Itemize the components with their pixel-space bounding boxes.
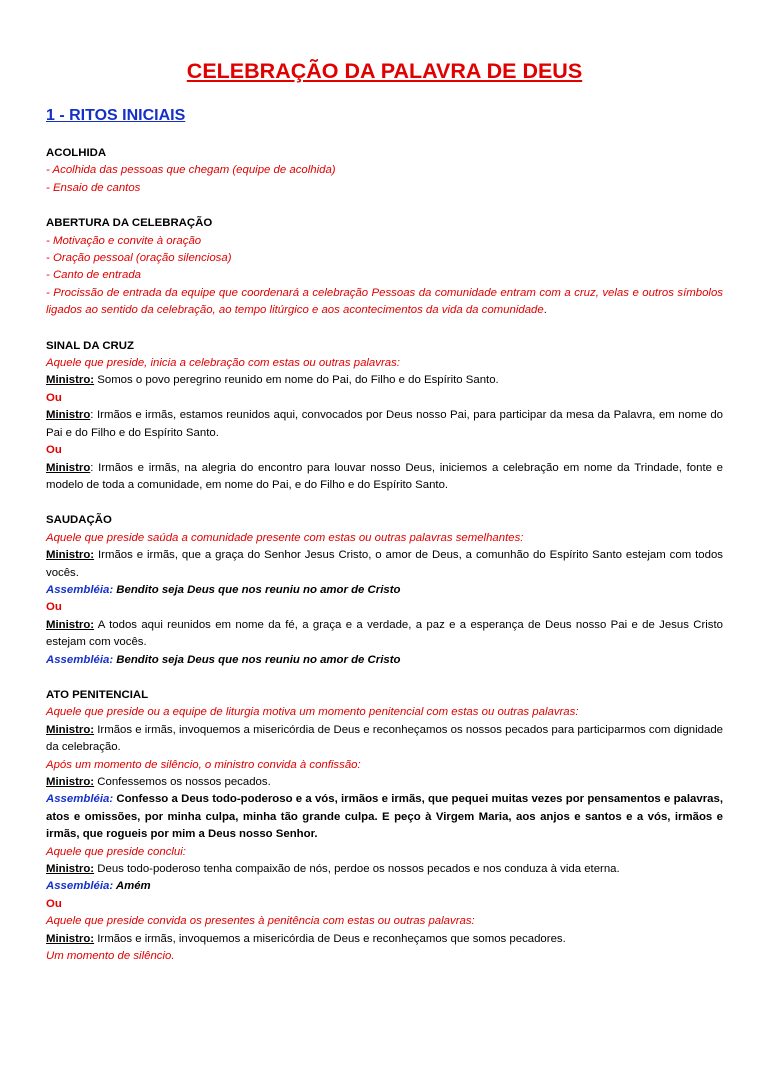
abertura-item: - Canto de entrada xyxy=(46,269,141,282)
assembleia-line xyxy=(46,652,723,669)
ministro-text: Irmãos e irmãs, invoquemos a misericórdia de Deus e reconheçamos os nossos pecados para participarmos com dignidade da celebração. xyxy=(46,723,723,754)
saudacao-heading: SAUDAÇÃO xyxy=(46,514,112,527)
ato-instruction: Aquele que preside ou a equipe de liturgia motiva um momento penitencial com estas ou outras palavras: xyxy=(46,706,579,719)
ministro-line xyxy=(46,617,723,652)
sinal-heading: SINAL DA CRUZ xyxy=(46,339,134,352)
abertura-block xyxy=(46,215,723,319)
abertura-item: - Motivação e convite à oração xyxy=(46,234,202,247)
acolhida-block xyxy=(46,145,723,197)
saudacao-block xyxy=(46,512,723,669)
ato-instruction: Aquele que preside convida os presentes à penitência com estas ou outras palavras: xyxy=(46,915,475,928)
ministro-text: Somos o povo peregrino reunido em nome do Pai, do Filho e do Espírito Santo. xyxy=(94,374,499,387)
acolhida-item: - Ensaio de cantos xyxy=(46,181,141,194)
ministro-text: A todos aqui reunidos em nome da fé, a graça e a verdade, a paz e a esperança de Deus nosso Pai e de Jesus Cristo estejam com vocês. xyxy=(46,618,723,649)
assembleia-label: Assembléia: xyxy=(46,583,114,596)
ministro-line xyxy=(46,460,723,495)
assembleia-text: Confesso a Deus todo-poderoso e a vós, irmãos e irmãs, que pequei muitas vezes por pensamentos e palavras, atos e omissões, por minha culpa, minha tão grande culpa. E peço à Virgem Maria, aos anjos e santos e a vós, irmãos e irmãs, que rogueis por mim a Deus nosso Senhor. xyxy=(46,793,723,841)
ministro-label: Ministro: xyxy=(46,863,95,876)
ministro-colon: : xyxy=(90,409,94,422)
assembleia-line xyxy=(46,582,723,599)
assembleia-label: Assembléia: xyxy=(46,653,114,666)
assembleia-label: Assembléia: xyxy=(46,793,114,806)
ministro-line xyxy=(46,722,723,757)
assembleia-text: Bendito seja Deus que nos reuniu no amor de Cristo xyxy=(113,583,401,596)
ministro-label: Ministro xyxy=(46,461,91,474)
abertura-item: - Oração pessoal (oração silenciosa) xyxy=(46,252,232,265)
ou-separator: Ou xyxy=(46,391,62,404)
ou-separator: Ou xyxy=(46,601,62,614)
assembleia-text: Amém xyxy=(113,880,151,893)
abertura-long-item-text: - Procissão de entrada da equipe que coordenará a celebração Pessoas da comunidade entram com a cruz, velas e outros símbolos ligados ao sentido da celebração, ao tempo litúrgico e aos acontecimentos da vida da comunidade xyxy=(46,286,723,317)
ministro-line xyxy=(46,372,723,389)
sinal-block xyxy=(46,338,723,495)
saudacao-instruction: Aquele que preside saúda a comunidade presente com estas ou outras palavras semelhantes: xyxy=(46,531,524,544)
ou-separator: Ou xyxy=(46,444,62,457)
abertura-long-item-end: . xyxy=(543,304,547,317)
ministro-text: Irmãos e irmãs, que a graça do Senhor Jesus Cristo, o amor de Deus, a comunhão do Espírito Santo estejam com todos vocês. xyxy=(46,549,723,579)
ministro-label: Ministro: xyxy=(46,549,95,562)
ato-instruction: Após um momento de silêncio, o ministro convida à confissão: xyxy=(46,758,361,771)
ato-instruction: Um momento de silêncio. xyxy=(46,950,175,963)
ministro-text: Confessemos os nossos pecados. xyxy=(94,776,271,788)
assembleia-line xyxy=(46,878,723,895)
assembleia-line xyxy=(46,791,723,843)
ato-instruction: Aquele que preside conclui: xyxy=(46,845,186,858)
page-title: CELEBRAÇÃO DA PALAVRA DE DEUS xyxy=(186,59,583,83)
ministro-line xyxy=(46,407,723,442)
ministro-line xyxy=(46,931,723,948)
abertura-long-item xyxy=(46,285,723,320)
ministro-label: Ministro: xyxy=(46,932,95,945)
ministro-text: Irmãos e irmãs, estamos reunidos aqui, convocados por Deus nosso Pai, para participar da mesa da Palavra, em nome do Pai e do Filho e do Espírito Santo. xyxy=(46,409,723,439)
ato-block xyxy=(46,687,723,966)
ministro-label: Ministro: xyxy=(46,374,95,387)
assembleia-label: Assembléia: xyxy=(46,880,114,893)
sinal-instruction: Aquele que preside, inicia a celebração com estas ou outras palavras: xyxy=(46,357,400,370)
ministro-label: Ministro: xyxy=(46,776,95,788)
ministro-line xyxy=(46,861,723,878)
ministro-line xyxy=(46,547,723,582)
section-title: 1 - RITOS INICIAIS xyxy=(46,107,186,124)
ministro-text: Irmãos e irmãs, na alegria do encontro para louvar nosso Deus, iniciemos a celebração em nome da Trindade, fonte e modelo de toda a comunidade, em nome do Pai, e do Filho e do Espírito Santo. xyxy=(46,461,723,491)
abertura-heading: ABERTURA DA CELEBRAÇÃO xyxy=(46,217,213,230)
ministro-text: Irmãos e irmãs, invoquemos a misericórdia de Deus e reconheçamos que somos pecadores. xyxy=(94,932,566,945)
acolhida-heading: ACOLHIDA xyxy=(46,147,107,159)
ministro-label: Ministro xyxy=(46,409,91,422)
assembleia-text: Bendito seja Deus que nos reuniu no amor de Cristo xyxy=(113,653,401,666)
ou-separator: Ou xyxy=(46,897,62,910)
acolhida-item: - Acolhida das pessoas que chegam (equipe de acolhida) xyxy=(46,164,336,177)
ato-heading: ATO PENITENCIAL xyxy=(46,688,149,701)
ministro-line xyxy=(46,774,723,791)
ministro-colon: : xyxy=(90,461,94,474)
ministro-label: Ministro: xyxy=(46,618,95,631)
ministro-text: Deus todo-poderoso tenha compaixão de nós, perdoe os nossos pecados e nos conduza à vida eterna. xyxy=(94,863,620,876)
ministro-label: Ministro: xyxy=(46,723,95,736)
